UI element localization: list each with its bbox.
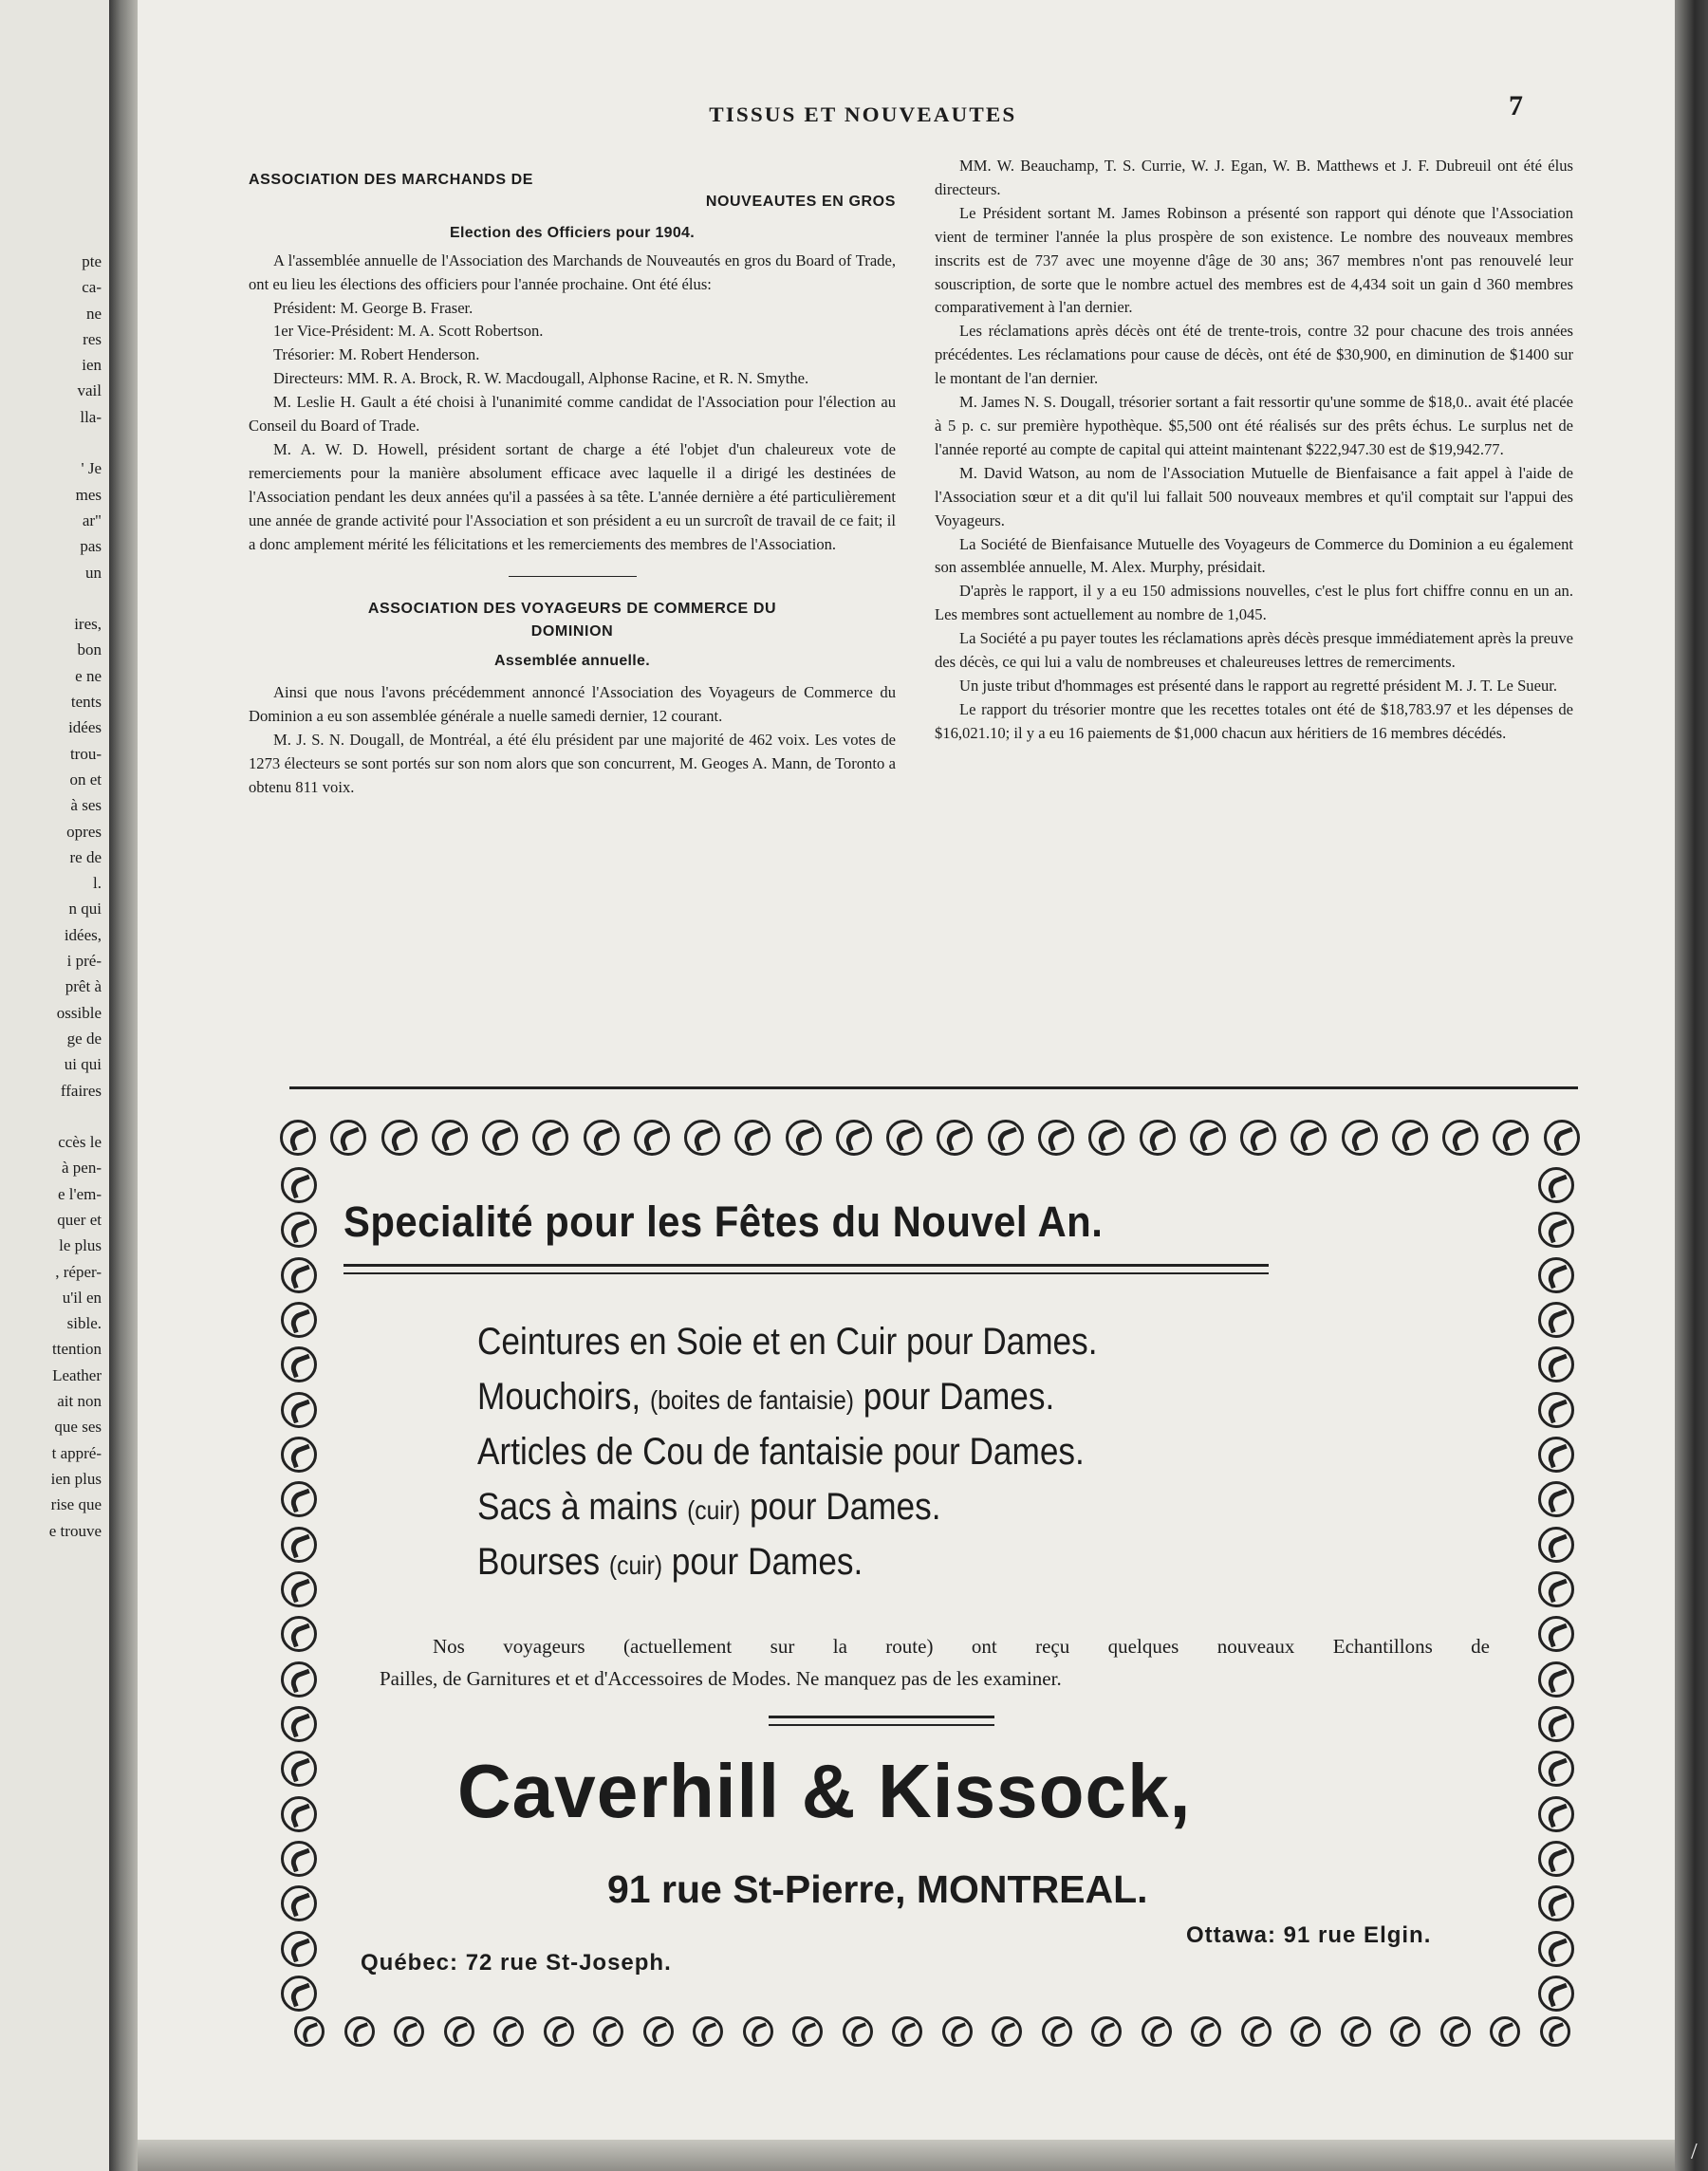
ornament-icon: [1493, 1120, 1529, 1156]
facing-page-fragment: idées: [68, 718, 102, 737]
article1-paragraph: A l'assemblée annuelle de l'Association des Marchands de Nouveautés en gros du Board of Trade, ont eu lieu les élections des officiers pour l'année prochaine. Ont été élus:: [249, 250, 896, 293]
ornament-icon: [886, 1120, 922, 1156]
ornament-icon: [1538, 1571, 1574, 1607]
facing-page-fragment: e l'em-: [57, 1184, 102, 1203]
edge-mark: /: [1691, 2140, 1698, 2164]
ornament-icon: [743, 2016, 773, 2047]
ad-product-line: Ceintures en Soie et en Cuir pour Dames.: [477, 1321, 1098, 1363]
facing-page-fragment: ccès le: [58, 1133, 102, 1152]
facing-page-fragment: res: [83, 329, 102, 348]
ad-product-line: Sacs à mains (cuir) pour Dames.: [477, 1486, 941, 1528]
facing-page-fragment: le plus: [59, 1236, 102, 1255]
facing-page-fragment: ffaires: [60, 1081, 102, 1100]
article1-heading-line2: NOUVEAUTES EN GROS: [705, 193, 896, 210]
quebec-branch: Québec: 72 rue St-Joseph.: [361, 1950, 672, 1976]
page-bottom-edge: [138, 2140, 1675, 2171]
ornament-icon: [1290, 1120, 1327, 1156]
facing-page-fragment: vail: [77, 381, 102, 400]
ad-border-right: [1537, 1167, 1575, 2012]
ornament-icon: [281, 1212, 317, 1248]
ornament-icon: [1538, 1257, 1574, 1293]
ornament-icon: [643, 2016, 674, 2047]
ornament-icon: [1240, 1120, 1276, 1156]
article1-paragraph: Trésorier: M. Robert Henderson.: [273, 345, 480, 364]
facing-page-fragment: trou-: [69, 744, 102, 763]
firm-address: 91 rue St-Pierre, MONTREAL.: [607, 1867, 1148, 1911]
ornament-icon: [1538, 1346, 1574, 1382]
ornament-icon: [1290, 2016, 1321, 2047]
ornament-icon: [381, 1120, 418, 1156]
ornament-icon: [281, 1706, 317, 1742]
ad-middle-rule: [769, 1716, 994, 1726]
ad-border-left: [280, 1167, 318, 2012]
ornament-icon: [280, 1120, 316, 1156]
facing-page-fragment: e ne: [75, 666, 102, 685]
ornament-icon: [584, 1120, 620, 1156]
ornament-icon: [281, 1616, 317, 1652]
facing-page-fragment: ttention: [52, 1340, 102, 1359]
ornament-icon: [432, 1120, 468, 1156]
section-divider: [509, 576, 637, 577]
article1-paragraph: Directeurs: MM. R. A. Brock, R. W. Macdougall, Alphonse Racine, et R. N. Smythe.: [273, 369, 809, 388]
ornament-icon: [1538, 1616, 1574, 1652]
ornament-icon: [1140, 1120, 1176, 1156]
page-number: 7: [1509, 90, 1523, 121]
ornament-icon: [1341, 2016, 1371, 2047]
facing-page-fragment: mes: [75, 485, 102, 504]
ornament-icon: [1440, 2016, 1471, 2047]
facing-page-fragment: [0, 1104, 102, 1129]
ornament-icon: [281, 1976, 317, 2012]
right-paragraph: Le rapport du trésorier montre que les recettes totales ont été de $18,783.97 et les dépenses de $16,021.10; il y a eu 16 paiements de $1,000 chacun aux héritiers de 16 membres décédés.: [935, 699, 1573, 742]
ornament-icon: [1538, 1751, 1574, 1787]
facing-page-fragment: que ses: [54, 1418, 102, 1437]
right-paragraph: M. David Watson, au nom de l'Association Mutuelle de Bienfaisance a fait appel à l'aide de l'Association sœur et a dit qu'il lui fallait 500 nouveaux membres et qu'il comptait sur l'appui des Voyageurs.: [935, 463, 1573, 529]
facing-page-fragment: un: [85, 563, 102, 582]
ornament-icon: [281, 1392, 317, 1428]
ornament-icon: [281, 1661, 317, 1698]
ornament-icon: [593, 2016, 623, 2047]
ottawa-branch: Ottawa: 91 rue Elgin.: [1186, 1922, 1432, 1948]
facing-page-fragment: Leather: [52, 1365, 102, 1384]
ornament-icon: [1091, 2016, 1122, 2047]
ornament-icon: [281, 1751, 317, 1787]
right-paragraph: La Société de Bienfaisance Mutuelle des Voyageurs de Commerce du Dominion a eu également son assemblée annuelle, M. Alex. Murphy, présidait.: [935, 534, 1573, 577]
facing-page-fragment: re de: [69, 847, 102, 866]
right-column: [935, 155, 1573, 746]
ornament-icon: [1538, 1392, 1574, 1428]
ornament-icon: [1538, 1481, 1574, 1517]
ad-product-line: Articles de Cou de fantaisie pour Dames.: [477, 1431, 1085, 1473]
ornament-icon: [892, 2016, 922, 2047]
ornament-icon: [1241, 2016, 1272, 2047]
ornament-icon: [1538, 1976, 1574, 2012]
ad-paragraph-line: Pailles, de Garnitures et et d'Accessoires de Modes. Ne manquez pas de les examiner.: [380, 1667, 1062, 1690]
facing-page-fragment: u'il en: [62, 1288, 102, 1307]
ornament-icon: [281, 1931, 317, 1967]
ornament-icon: [992, 2016, 1022, 2047]
facing-page-fragment: ar": [82, 510, 102, 529]
article1-paragraph: M. Leslie H. Gault a été choisi à l'unanimité comme candidat de l'Association pour l'élection au Conseil du Board of Trade.: [249, 393, 896, 436]
ornament-icon: [836, 1120, 872, 1156]
right-paragraph: Un juste tribut d'hommages est présenté dans le rapport au regretté président M. J. T. Le Sueur.: [959, 676, 1558, 695]
facing-page-fragment: [0, 585, 102, 611]
ornament-icon: [942, 2016, 973, 2047]
ornament-icon: [444, 2016, 474, 2047]
ornament-icon: [1392, 1120, 1428, 1156]
ornament-icon: [1538, 1885, 1574, 1921]
ornament-icon: [394, 2016, 424, 2047]
article1-paragraph: Président: M. George B. Fraser.: [273, 298, 473, 317]
facing-page-fragment: ires,: [74, 615, 102, 634]
ornament-icon: [281, 1841, 317, 1877]
ornament-icon: [937, 1120, 973, 1156]
running-head: TISSUS ET NOUVEAUTES: [709, 102, 1017, 126]
book-gutter: [109, 0, 138, 2171]
facing-page-fragment: n qui: [68, 900, 102, 918]
ad-border-bottom: [294, 2016, 1570, 2047]
facing-page-fragment: quer et: [57, 1210, 102, 1229]
ornament-icon: [786, 1120, 822, 1156]
right-paragraph: Les réclamations après décès ont été de trente-trois, contre 32 pour chacune des trois années précédentes. Les réclamations pour cause de décès, ont été de $30,900, en diminution de $1400 sur le montant de l'an dernier.: [935, 322, 1573, 388]
ornament-icon: [281, 1302, 317, 1338]
ornament-icon: [544, 2016, 574, 2047]
facing-page-fragment: ait non: [57, 1392, 102, 1411]
ornament-icon: [1538, 1841, 1574, 1877]
article1-subheading: Election des Officiers pour 1904.: [450, 224, 695, 241]
facing-page-fragment: à pen-: [61, 1159, 102, 1178]
ornament-icon: [1342, 1120, 1378, 1156]
right-paragraph: La Société a pu payer toutes les réclamations après décès presque immédiatement après la preuve des décès, ce qui lui a valu de nombreuses et chaleureuses lettres de remerciments.: [935, 629, 1573, 672]
ornament-icon: [1088, 1120, 1124, 1156]
ornament-icon: [1490, 2016, 1520, 2047]
facing-page-fragment: ien plus: [50, 1469, 102, 1488]
ornament-icon: [1538, 1527, 1574, 1563]
ornament-icon: [281, 1885, 317, 1921]
ornament-icon: [281, 1527, 317, 1563]
article1-heading-line1: ASSOCIATION DES MARCHANDS DE: [249, 172, 534, 188]
ornament-icon: [1538, 1661, 1574, 1698]
ornament-icon: [281, 1167, 317, 1203]
ornament-icon: [281, 1571, 317, 1607]
right-paragraph: MM. W. Beauchamp, T. S. Currie, W. J. Egan, W. B. Matthews et J. F. Dubreuil ont été élus directeurs.: [935, 157, 1573, 198]
facing-page-fragment: ien: [82, 356, 102, 375]
right-paragraph: D'après le rapport, il y a eu 150 admissions nouvelles, c'est le plus fort chiffre connu en un an. Les membres sont actuellement au nombre de 1,045.: [935, 582, 1573, 624]
ornament-icon: [281, 1257, 317, 1293]
ornament-icon: [1191, 2016, 1221, 2047]
article2-paragraph: Ainsi que nous l'avons précédemment annoncé l'Association des Voyageurs de Commerce du Dominion a eu son assemblée générale a nuelle samedi dernier, 12 courant.: [249, 683, 896, 726]
facing-page-fragment: ossible: [56, 1003, 102, 1022]
article2-paragraph: M. J. S. N. Dougall, de Montréal, a été élu président par une majorité de 462 voix. Les votes de 1273 électeurs se sont portés sur son nom alors que son concurrent, M. Geoges A. Mann, de Toronto a obtenu 811 voix.: [249, 731, 896, 796]
ornament-icon: [1142, 2016, 1172, 2047]
article1-paragraph: M. A. W. D. Howell, président sortant de charge a été l'objet d'un chaleureux vote de remerciements pour la manière absolument efficace avec laquelle il a dirigé les destinées de l'Association pendant les deux années qu'il a passées à sa tête. L'année dernière a été particulièrement une année de grande activité pour l'Association et son président a eu un surcroît de travail de ce fait; il a donc amplement mérité les félicitations et les remerciements des membres de l'Association.: [249, 439, 896, 553]
ornament-icon: [1190, 1120, 1226, 1156]
firm-name: Caverhill & Kissock,: [457, 1749, 1192, 1833]
ornament-icon: [1042, 2016, 1072, 2047]
ad-title-rule: [343, 1264, 1269, 1274]
facing-page-fragment: opres: [66, 822, 102, 841]
article2-heading-line1: ASSOCIATION DES VOYAGEURS DE COMMERCE DU: [367, 600, 777, 617]
facing-page-fragment: l.: [93, 874, 102, 893]
facing-page-fragment: idées,: [64, 925, 102, 944]
left-column: [249, 169, 896, 800]
facing-page-fragment: ge de: [66, 1029, 102, 1048]
ornament-icon: [330, 1120, 366, 1156]
facing-page-fragment: rise que: [50, 1495, 102, 1514]
ornament-icon: [1538, 1302, 1574, 1338]
facing-page-fragment: pas: [80, 537, 102, 556]
facing-page-fragment: pte: [82, 252, 102, 270]
ad-paragraph: [380, 1630, 1490, 1695]
ornament-icon: [1442, 1120, 1478, 1156]
facing-page-fragment: prêt à: [65, 977, 102, 996]
ornament-icon: [1538, 1212, 1574, 1248]
right-paragraph: M. James N. S. Dougall, trésorier sortant a fait ressortir qu'une somme de $18,0.. avait été placée à 5 p. c. sur première hypothèque. $5,500 ont été réalisés sur des prêts échus. Le surplus net de l'année reporté au compte de capital qui atteint maintenant $222,947.30 est de $19,942.77.: [935, 393, 1573, 458]
ornament-icon: [1538, 1931, 1574, 1967]
article2-subheading: Assemblée annuelle.: [494, 653, 650, 670]
ornament-icon: [634, 1120, 670, 1156]
facing-page-fragment: bon: [77, 640, 102, 659]
facing-page-fragment: e trouve: [48, 1521, 102, 1540]
ad-product-line: Mouchoirs, (boites de fantaisie) pour Dames.: [477, 1376, 1055, 1418]
ornament-icon: [532, 1120, 568, 1156]
facing-page-fragment: , réper-: [55, 1262, 102, 1281]
ornament-icon: [684, 1120, 720, 1156]
ornament-icon: [1540, 2016, 1570, 2047]
right-paragraph: Le Président sortant M. James Robinson a présenté son rapport qui dénote que l'Association vient de terminer l'année la plus prospère de son existence. Le nombre des nouveaux membres inscrits est de 737 avec une moyenne d'âge de 30 ans; 367 membres n'ont pas renouvelé leur souscription, de sorte que le nombre actuel des membres est de 4,434 soit un gain d 360 membres comparativement à l'an dernier.: [935, 203, 1573, 317]
ornament-icon: [294, 2016, 325, 2047]
ornament-icon: [281, 1796, 317, 1832]
ornament-icon: [1538, 1167, 1574, 1203]
facing-page-fragment: ca-: [82, 278, 102, 297]
ornament-icon: [281, 1346, 317, 1382]
ornament-icon: [1538, 1437, 1574, 1473]
ornament-icon: [344, 2016, 375, 2047]
facing-page-text-fragments: [0, 249, 102, 1544]
ornament-icon: [1538, 1706, 1574, 1742]
ornament-icon: [1538, 1796, 1574, 1832]
ornament-icon: [843, 2016, 873, 2047]
facing-page-fragment: sible.: [66, 1314, 102, 1333]
facing-page-fragment: à ses: [70, 796, 102, 815]
ornament-icon: [693, 2016, 723, 2047]
ad-paragraph-line: Nos voyageurs (actuellement sur la route) ont reçu quelques nouveaux Echantillons de: [433, 1635, 1490, 1658]
facing-page-fragment: lla-: [80, 407, 102, 426]
facing-page-fragment: ' Je: [81, 459, 102, 478]
ornament-icon: [1544, 1120, 1580, 1156]
facing-page-fragment: [0, 430, 102, 455]
facing-page-fragment: ne: [85, 304, 102, 323]
ornament-icon: [281, 1481, 317, 1517]
article1-paragraph: 1er Vice-Président: M. A. Scott Robertson.: [273, 322, 544, 341]
ornament-icon: [281, 1437, 317, 1473]
ornament-icon: [734, 1120, 770, 1156]
ornament-icon: [988, 1120, 1024, 1156]
ad-title: Specialité pour les Fêtes du Nouvel An.: [343, 1197, 1104, 1246]
facing-page-fragment: i pré-: [66, 952, 102, 971]
ad-product-line: Bourses (cuir) pour Dames.: [477, 1541, 863, 1583]
page-right-edge: [1675, 0, 1708, 2171]
facing-page-fragment: tents: [70, 693, 102, 712]
ornament-icon: [482, 1120, 518, 1156]
facing-page-fragment: on et: [69, 770, 102, 789]
ornament-icon: [1390, 2016, 1420, 2047]
article2-heading-line2: DOMINION: [530, 623, 614, 640]
ad-top-rule: [289, 1086, 1578, 1089]
ornament-icon: [1038, 1120, 1074, 1156]
ornament-icon: [792, 2016, 823, 2047]
ornament-icon: [493, 2016, 524, 2047]
facing-page-fragment: ui qui: [64, 1055, 102, 1074]
ad-border-top: [280, 1120, 1580, 1156]
facing-page-edge: [0, 0, 109, 2171]
facing-page-fragment: t appré-: [51, 1443, 102, 1462]
